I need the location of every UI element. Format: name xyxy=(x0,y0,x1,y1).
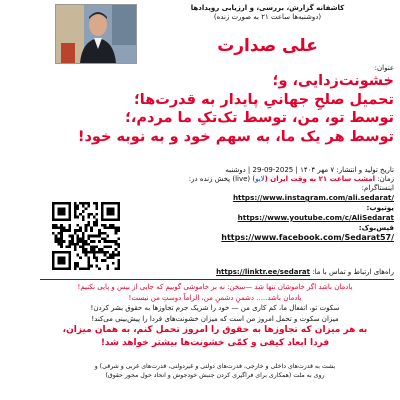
live-word: لایو xyxy=(255,175,265,183)
youtube-link[interactable]: https://www.youtube.com/c/AliSedarat xyxy=(237,213,394,222)
contact-label: راه‌های ارتباط و تماس با ما: xyxy=(312,268,394,276)
divider xyxy=(40,279,394,280)
topic-label: عنوان: xyxy=(374,64,394,72)
title-line-4: توسط هر یک ما، به سهم خود و به نوبه خود! xyxy=(77,128,394,145)
social-links xyxy=(144,193,394,243)
facebook-label: فیس‌بوک: xyxy=(358,223,394,232)
time-suffix: ) (live) پخش زنده در: xyxy=(188,175,256,183)
instagram-label: اینستاگرام: xyxy=(361,184,394,192)
quote-6: فردا ابعاد کیفی و کمّی خشونت‌ها بیشتر خواهد شد! xyxy=(100,338,330,348)
title-line-1: خشونت‌زدایی، و؛ xyxy=(272,73,394,89)
header-caption xyxy=(140,4,395,22)
quote-3: سکوت تو، اتفعال ما، کم کاری من — خود را شریک جرم تجاوزها به حقوق بشر کردن! xyxy=(90,304,340,312)
youtube-label: یوتیوب: xyxy=(366,203,394,212)
footer-line-2: روی به ملت (همکاری برای فراگیری کردن جنبش خودجوش و انحاد حول محور حقوق) xyxy=(105,372,325,379)
quote-5: به هر میزان که تجاوزها به حقوق را امروز تحمل کنم، به همان میزان، xyxy=(62,325,368,335)
time-prefix: زمان: xyxy=(375,175,394,183)
title-line-3: توسط تو، من، توسط تک‌تکِ ما مردم،؛ xyxy=(125,110,394,126)
time-red: امشب ساعت ۲۱ به وقت ایران ( xyxy=(264,175,375,183)
quote-2: یادمان باشد..... دشمنِ دشمنِ من، الزاماً دوستِ من نیست! xyxy=(128,293,302,302)
quote-4: میزان سکوت و تحمل امروز من است که میزان خشونت‌های فردا را پیش‌بینی می‌کند! xyxy=(91,314,339,323)
footer-line-1: بشت به قدرت‌های داخلی و خارجی، قدرت‌های دولتی و غیردولتی، قدرت‌های غربی و شرقی) و xyxy=(94,363,336,370)
qr-code-image xyxy=(52,202,120,270)
facebook-link[interactable]: https://www.facebook.com/Sedarat57/ xyxy=(221,233,394,242)
linktree-link[interactable]: https://linktr.ee/sedarat xyxy=(216,268,310,276)
quote-1: یادمان باشد اگر خاموشان تنها شد —سخن: نه بر خاموشی گوییم که جایی از بیس و پایی نکنیم! xyxy=(77,283,353,291)
title-line-2: تحمیل صلحِ جهانیِ پایدار به قدرت‌ها؛ xyxy=(133,91,394,108)
broadcast-time xyxy=(4,175,394,184)
publication-info xyxy=(4,166,394,193)
publication-date: تاریخ تولید و انتشار: ۷ مهر ۱۴۰۴ | 2025-09-29 | دوشنبه xyxy=(225,166,394,174)
main-title xyxy=(4,72,394,146)
header-caption-line2: (دوشنبه‌ها ساعت ۲۱ به صورت زنده) xyxy=(213,13,322,21)
header-caption-line1: کاشفانه گزارش، بررسی، و ارزیابی رویدادها xyxy=(190,4,345,12)
author-photo xyxy=(55,4,137,64)
quotes-block xyxy=(36,282,394,350)
instagram-link[interactable]: https://www.instagram.com/ali.sedarat/ xyxy=(232,193,394,202)
author-name: علی صدارت xyxy=(217,36,318,56)
contact-line xyxy=(80,268,394,277)
footer-note xyxy=(36,362,394,380)
